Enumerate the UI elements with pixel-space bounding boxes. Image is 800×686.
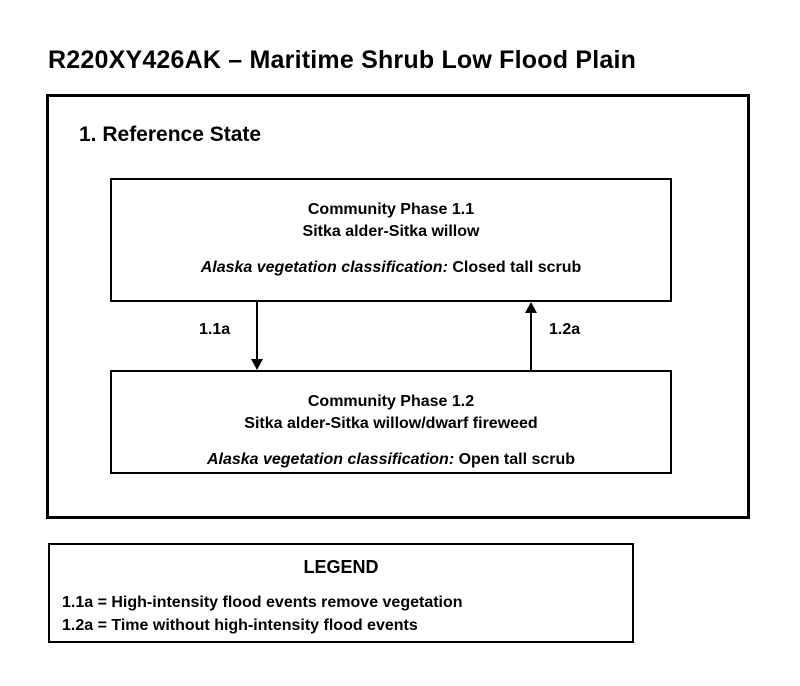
legend-box	[48, 543, 634, 643]
transition-1-1a-arrow-line	[256, 302, 258, 360]
phase-1-1-classification-value: Closed tall scrub	[452, 259, 582, 276]
community-phase-1-2-box	[110, 370, 672, 474]
community-phase-1-1-box	[110, 178, 672, 302]
state-title: 1. Reference State	[79, 123, 262, 146]
phase-1-2-classification-value: Open tall scrub	[458, 451, 576, 468]
phase-1-1-classification	[112, 259, 670, 277]
phase-1-2-classification	[112, 451, 670, 469]
transition-1-1a-label: 1.1a	[199, 321, 231, 338]
phase-1-1-name: Community Phase 1.1	[307, 201, 475, 218]
legend-entry: 1.1a = High-intensity flood events remove vegetation	[62, 594, 463, 611]
transition-1-2a-label: 1.2a	[549, 321, 581, 338]
legend-entry: 1.2a = Time without high-intensity flood events	[62, 617, 418, 634]
phase-1-1-classification-label: Alaska vegetation classification:	[200, 259, 448, 276]
legend-title: LEGEND	[303, 557, 379, 577]
transition-1-2a-arrow-line	[530, 313, 532, 370]
page-title: R220XY426AK – Maritime Shrub Low Flood Plain	[48, 46, 637, 74]
phase-1-1-species: Sitka alder-Sitka willow	[302, 223, 480, 240]
transition-1-2a-arrowhead-icon	[525, 302, 537, 313]
reference-state-box	[46, 94, 750, 519]
phase-1-2-classification-label: Alaska vegetation classification:	[206, 451, 455, 468]
phase-1-2-name: Community Phase 1.2	[307, 393, 475, 410]
transition-1-1a-arrowhead-icon	[251, 359, 263, 370]
phase-1-2-species: Sitka alder-Sitka willow/dwarf fireweed	[244, 415, 538, 432]
